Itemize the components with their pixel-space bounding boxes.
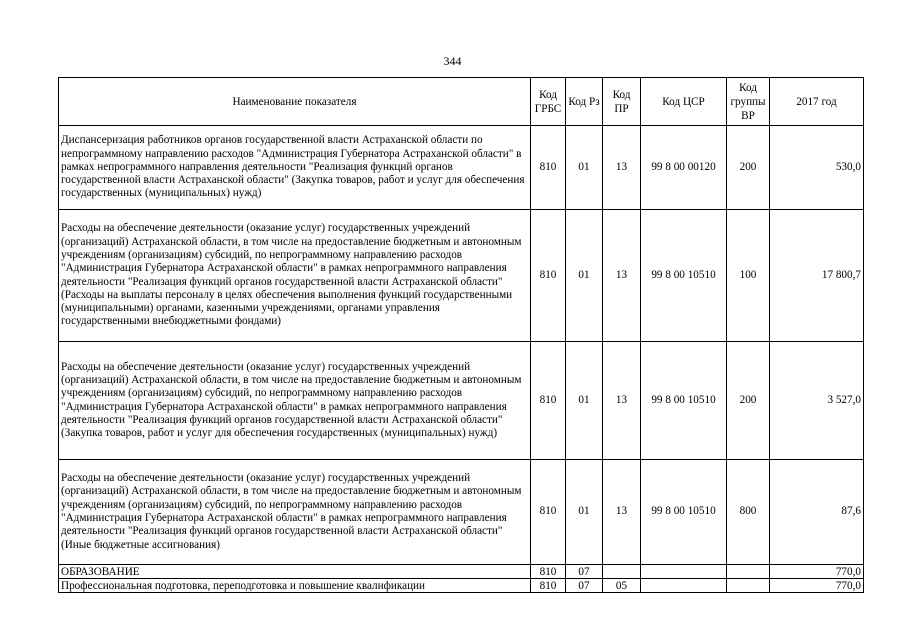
row-rz: 01	[566, 210, 603, 342]
header-grbs: Код ГРБС	[531, 78, 566, 126]
row-name: Расходы на обеспечение деятельности (оказание услуг) государственных учреждений (организаций) Астраханской области, в том числе на предоставление бюджетным и автономным учреждениям (организациям) субсидий, по непрограммному направлению расходов "Администрация Губернатора Астраханской области" в рамках непрограммного направления деятельности "Реализация функций органов государственной власти Астраханской области" (Иные бюджетные ассигнования)	[59, 460, 531, 565]
header-year: 2017 год	[770, 78, 864, 126]
row-value: 530,0	[770, 126, 864, 210]
row-rz: 01	[566, 460, 603, 565]
row-pr: 13	[603, 460, 641, 565]
row-csr: 99 8 00 10510	[641, 342, 727, 460]
header-rz: Код Рз	[566, 78, 603, 126]
row-vr: 200	[727, 342, 770, 460]
row-grbs: 810	[531, 565, 566, 579]
row-name: Диспансеризация работников органов государственной власти Астраханской области по непрограммному направлению расходов "Администрация Губернатора Астраханской области" в рамках непрограммного направления деятельности "Реализация функций органов государственной власти Астраханской области" (Закупка товаров, работ и услуг для обеспечения государственных (муниципальных) нужд)	[59, 126, 531, 210]
row-csr: 99 8 00 00120	[641, 126, 727, 210]
header-vr: Код группы ВР	[727, 78, 770, 126]
row-vr: 800	[727, 460, 770, 565]
row-value: 17 800,7	[770, 210, 864, 342]
table-row	[59, 342, 864, 460]
row-grbs: 810	[531, 210, 566, 342]
row-name: Расходы на обеспечение деятельности (оказание услуг) государственных учреждений (организаций) Астраханской области, в том числе на предоставление бюджетным и автономным учреждениям (организациям) субсидий, по непрограммному направлению расходов "Администрация Губернатора Астраханской области" в рамках непрограммного направления деятельности "Реализация функций органов государственной власти Астраханской области" (Расходы на выплаты персоналу в целях обеспечения выполнения функций государственными (муниципальными) органами, казенными учреждениями, органами управления государственными внебюджетными фондами)	[59, 210, 531, 342]
row-grbs: 810	[531, 460, 566, 565]
header-row	[59, 78, 864, 126]
row-grbs: 810	[531, 579, 566, 593]
row-pr	[603, 565, 641, 579]
row-rz: 07	[566, 579, 603, 593]
header-pr: Код ПР	[603, 78, 641, 126]
row-value: 770,0	[770, 565, 864, 579]
table-row	[59, 126, 864, 210]
row-csr: 99 8 00 10510	[641, 460, 727, 565]
row-name: Профессиональная подготовка, переподготовка и повышение квалификации	[59, 579, 531, 593]
table-row	[59, 210, 864, 342]
row-vr: 100	[727, 210, 770, 342]
row-rz: 01	[566, 126, 603, 210]
row-csr	[641, 565, 727, 579]
row-rz: 07	[566, 565, 603, 579]
header-name: Наименование показателя	[59, 78, 531, 126]
row-vr	[727, 565, 770, 579]
row-value: 770,0	[770, 579, 864, 593]
table-row	[59, 579, 864, 593]
row-pr: 05	[603, 579, 641, 593]
table-row	[59, 565, 864, 579]
row-pr: 13	[603, 342, 641, 460]
row-name: ОБРАЗОВАНИЕ	[59, 565, 531, 579]
row-csr: 99 8 00 10510	[641, 210, 727, 342]
row-value: 87,6	[770, 460, 864, 565]
page-number: 344	[443, 54, 462, 68]
row-value: 3 527,0	[770, 342, 864, 460]
row-pr: 13	[603, 210, 641, 342]
row-csr	[641, 579, 727, 593]
row-grbs: 810	[531, 126, 566, 210]
row-vr	[727, 579, 770, 593]
row-grbs: 810	[531, 342, 566, 460]
table-row	[59, 460, 864, 565]
row-name: Расходы на обеспечение деятельности (оказание услуг) государственных учреждений (организаций) Астраханской области, в том числе на предоставление бюджетным и автономным учреждениям (организациям) субсидий, по непрограммному направлению расходов "Администрация Губернатора Астраханской области" в рамках непрограммного направления деятельности "Реализация функций органов государственной власти Астраханской области" (Закупка товаров, работ и услуг для обеспечения государственных (муниципальных) нужд)	[59, 342, 531, 460]
row-vr: 200	[727, 126, 770, 210]
row-rz: 01	[566, 342, 603, 460]
header-csr: Код ЦСР	[641, 78, 727, 126]
budget-table	[58, 77, 864, 593]
row-pr: 13	[603, 126, 641, 210]
